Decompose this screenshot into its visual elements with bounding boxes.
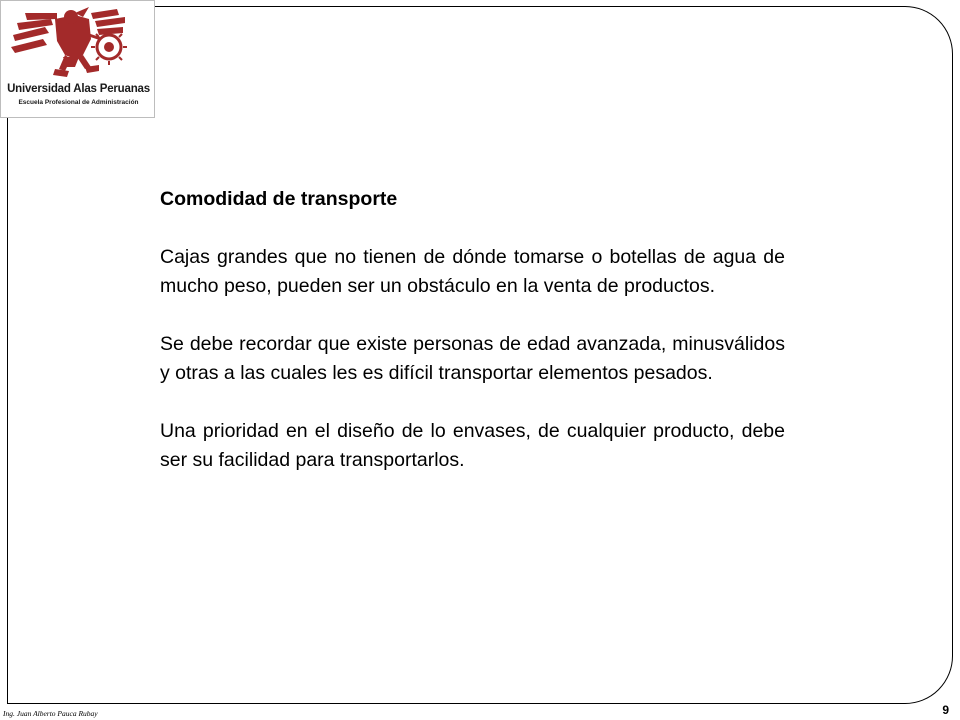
slide-paragraph: Cajas grandes que no tienen de dónde tomarse o botellas de agua de mucho peso, pueden ser un obstáculo en la venta de productos. — [160, 246, 785, 297]
slide-content — [160, 185, 785, 475]
slide-heading: Comodidad de transporte — [160, 188, 398, 210]
condor-emblem-icon — [5, 5, 151, 81]
footer-author: Ing. Juan Alberto Pauca Rubay — [3, 709, 98, 718]
university-logo — [0, 0, 155, 118]
slide-paragraph: Una prioridad en el diseño de lo envases, de cualquier producto, debe ser su facilidad para transportarlos. — [160, 420, 785, 471]
logo-school-name: Escuela Profesional de Administración — [18, 99, 139, 106]
slide-paragraph: Se debe recordar que existe personas de edad avanzada, minusválidos y otras a las cuales les es difícil transportar elementos pesados. — [160, 333, 785, 384]
page-number: 9 — [942, 703, 949, 717]
logo-university-name: Universidad Alas Peruanas — [7, 83, 150, 95]
